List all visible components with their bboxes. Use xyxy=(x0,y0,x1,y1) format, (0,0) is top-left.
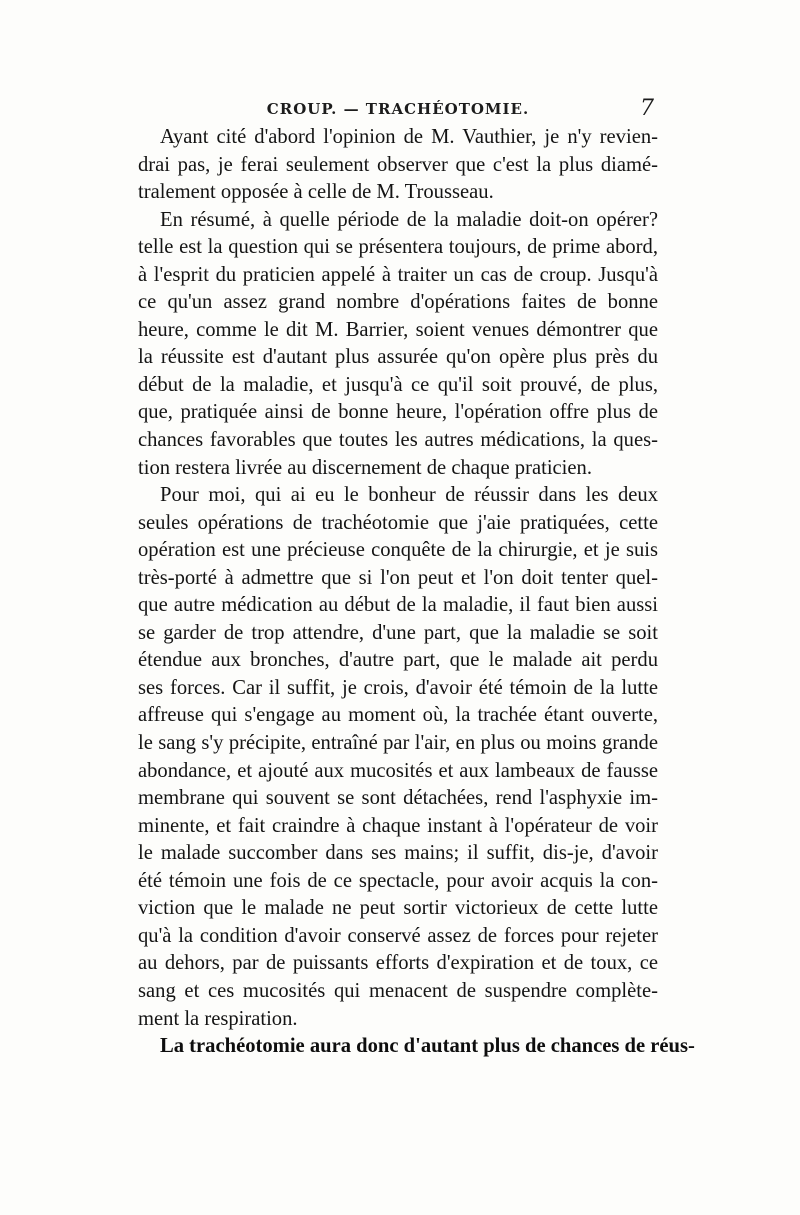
text-line: abondance, et ajouté aux mucosités et aux lambeaux de fausse xyxy=(138,759,658,782)
running-title: CROUP. — TRACHÉOTOMIE. xyxy=(266,100,530,118)
text-line: qu'à la condition d'avoir conservé assez de forces pour rejeter xyxy=(138,924,658,947)
text-line: opération est une précieuse conquête de la chirurgie, et je suis xyxy=(138,539,658,562)
text-line: drai pas, je ferai seulement observer que c'est la plus diamé- xyxy=(138,153,658,176)
text-line: que autre médication au début de la maladie, il faut bien aussi xyxy=(138,594,658,617)
page-number: 7 xyxy=(640,96,654,121)
text-line: début de la maladie, et jusqu'à ce qu'il soit prouvé, de plus, xyxy=(138,373,658,396)
text-line: telle est la question qui se présentera toujours, de prime abord, xyxy=(138,236,658,259)
paragraph xyxy=(138,1033,695,1061)
body-text xyxy=(138,124,695,1061)
text-line: ce qu'un assez grand nombre d'opérations faites de bonne xyxy=(138,291,658,314)
running-head xyxy=(138,96,658,126)
text-line: au dehors, par de puissants efforts d'expiration et de toux, ce xyxy=(138,952,658,975)
text-line: étendue aux bronches, d'autre part, que le malade ait perdu xyxy=(138,649,658,672)
text-line: tion restera livrée au discernement de chaque praticien. xyxy=(138,456,592,479)
text-line: le malade succomber dans ses mains; il suffit, dis-je, d'avoir xyxy=(138,842,658,865)
text-line: membrane qui souvent se sont détachées, rend l'asphyxie im- xyxy=(138,787,658,810)
text-line: Ayant cité d'abord l'opinion de M. Vauthier, je n'y revien- xyxy=(160,126,658,148)
text-line: se garder de trop attendre, d'une part, que la maladie se soit xyxy=(138,621,658,644)
text-line: Pour moi, qui ai eu le bonheur de réussir dans les deux xyxy=(160,484,658,507)
text-line: affreuse qui s'engage au moment où, la trachée étant ouverte, xyxy=(138,704,658,727)
text-line: que, pratiquée ainsi de bonne heure, l'opération offre plus de xyxy=(138,401,658,424)
paragraph xyxy=(138,482,658,1033)
text-line: le sang s'y précipite, entraîné par l'air, en plus ou moins grande xyxy=(138,732,658,755)
text-line: la réussite est d'autant plus assurée qu'on opère plus près du xyxy=(138,346,658,369)
paragraph xyxy=(138,207,658,482)
text-line: La trachéotomie aura donc d'autant plus de chances de réus- xyxy=(160,1035,695,1058)
text-line: En résumé, à quelle période de la maladie doit-on opérer? xyxy=(160,208,658,231)
text-line: heure, comme le dit M. Barrier, soient venues démontrer que xyxy=(138,318,658,341)
paragraph xyxy=(138,124,658,207)
text-line: tralement opposée à celle de M. Trousseau. xyxy=(138,181,494,204)
text-line: ses forces. Car il suffit, je crois, d'avoir été témoin de la lutte xyxy=(138,676,658,699)
text-line: viction que le malade ne peut sortir victorieux de cette lutte xyxy=(138,897,658,920)
text-line: sang et ces mucosités qui menacent de suspendre complète- xyxy=(138,979,658,1002)
text-line: très-porté à admettre que si l'on peut et l'on doit tenter quel- xyxy=(138,566,658,589)
text-line: chances favorables que toutes les autres médications, la ques- xyxy=(138,429,658,452)
text-line: ment la respiration. xyxy=(138,1007,298,1030)
text-line: seules opérations de trachéotomie que j'aie pratiquées, cette xyxy=(138,511,658,534)
text-line: été témoin une fois de ce spectacle, pour avoir acquis la con- xyxy=(138,869,658,892)
text-line: à l'esprit du praticien appelé à traiter un cas de croup. Jusqu'à xyxy=(138,263,658,286)
text-line: minente, et fait craindre à chaque instant à l'opérateur de voir xyxy=(138,814,658,837)
